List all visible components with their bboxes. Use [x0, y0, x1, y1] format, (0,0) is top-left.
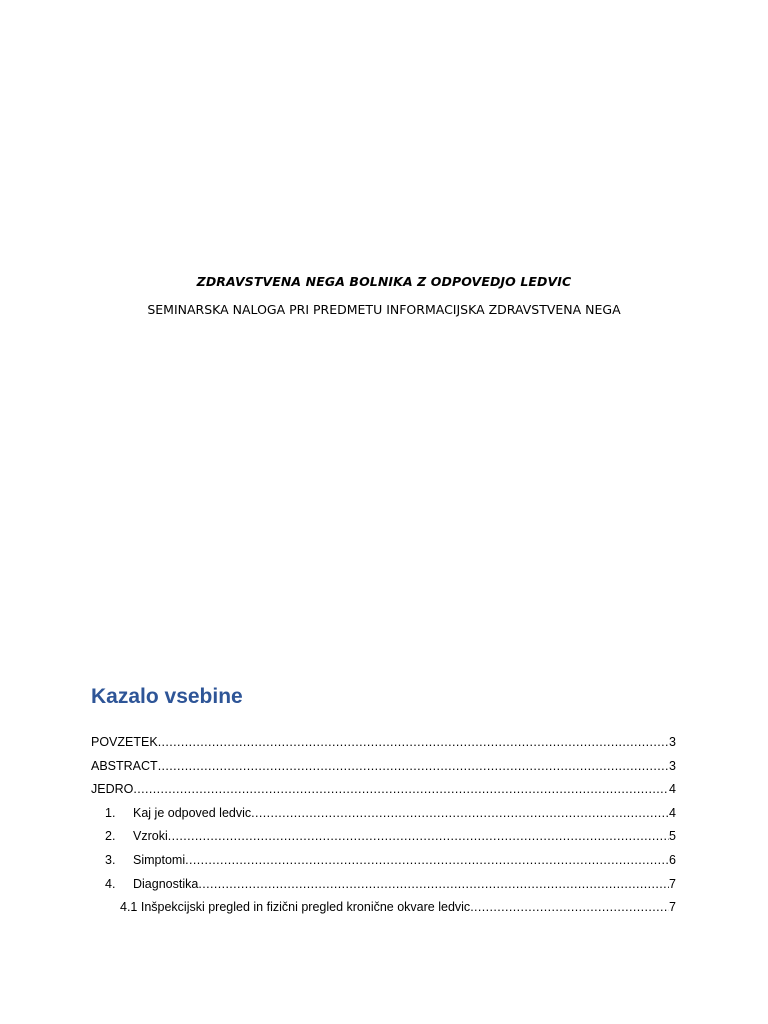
toc-entry-number: 1.: [105, 805, 116, 820]
table-of-contents: [91, 734, 676, 923]
toc-entry-page: 4: [669, 782, 676, 797]
toc-dot-leader: [185, 852, 669, 869]
toc-entry-text: Kaj je odpoved ledvic: [133, 805, 252, 820]
toc-entry-page: 4: [669, 805, 676, 820]
toc-entry-page: 3: [669, 758, 676, 773]
toc-entry-povzetek[interactable]: [91, 734, 676, 758]
toc-dot-leader: [470, 899, 669, 916]
toc-entry-text: Vzroki: [133, 829, 168, 844]
toc-entry-page: 7: [669, 876, 676, 891]
toc-entry-abstract[interactable]: [91, 758, 676, 782]
toc-entry-page: 5: [669, 829, 676, 844]
toc-entry-page: 6: [669, 852, 676, 867]
toc-entry-text: JEDRO: [91, 782, 134, 797]
toc-entry-text: Simptomi: [133, 852, 186, 867]
toc-entry-number: 4.: [105, 876, 116, 891]
toc-dot-leader: [158, 734, 669, 751]
toc-entry-jedro[interactable]: [91, 781, 676, 805]
toc-entry-vzroki[interactable]: [91, 828, 676, 852]
toc-entry-page: 3: [669, 735, 676, 749]
toc-entry-inspekcijski-pregled[interactable]: [91, 899, 676, 923]
document-title: ZDRAVSTVENA NEGA BOLNIKA Z ODPOVEDJO LEDVIC: [196, 274, 572, 289]
toc-dot-leader: [251, 805, 669, 822]
toc-entry-text: ABSTRACT: [91, 758, 158, 773]
toc-entry-number: 2.: [105, 829, 116, 844]
toc-entry-diagnostika[interactable]: [91, 876, 676, 900]
toc-heading: Kazalo vsebine: [91, 685, 243, 708]
toc-dot-leader: [133, 781, 669, 798]
toc-entry-simptomi[interactable]: [91, 852, 676, 876]
toc-dot-leader: [198, 876, 669, 893]
toc-entry-text: POVZETEK: [91, 735, 158, 749]
toc-entry-number: 3.: [105, 852, 116, 867]
toc-entry-page: 7: [669, 900, 676, 915]
toc-dot-leader: [168, 828, 669, 845]
toc-dot-leader: [158, 758, 669, 775]
toc-entry-text: Diagnostika: [133, 876, 199, 891]
document-subtitle: SEMINARSKA NALOGA PRI PREDMETU INFORMACIJSKA ZDRAVSTVENA NEGA: [147, 302, 621, 317]
toc-entry-kaj-je-odpoved-ledvic[interactable]: [91, 805, 676, 829]
toc-entry-text: 4.1 Inšpekcijski pregled in fizični pregled kronične okvare ledvic: [120, 900, 471, 915]
